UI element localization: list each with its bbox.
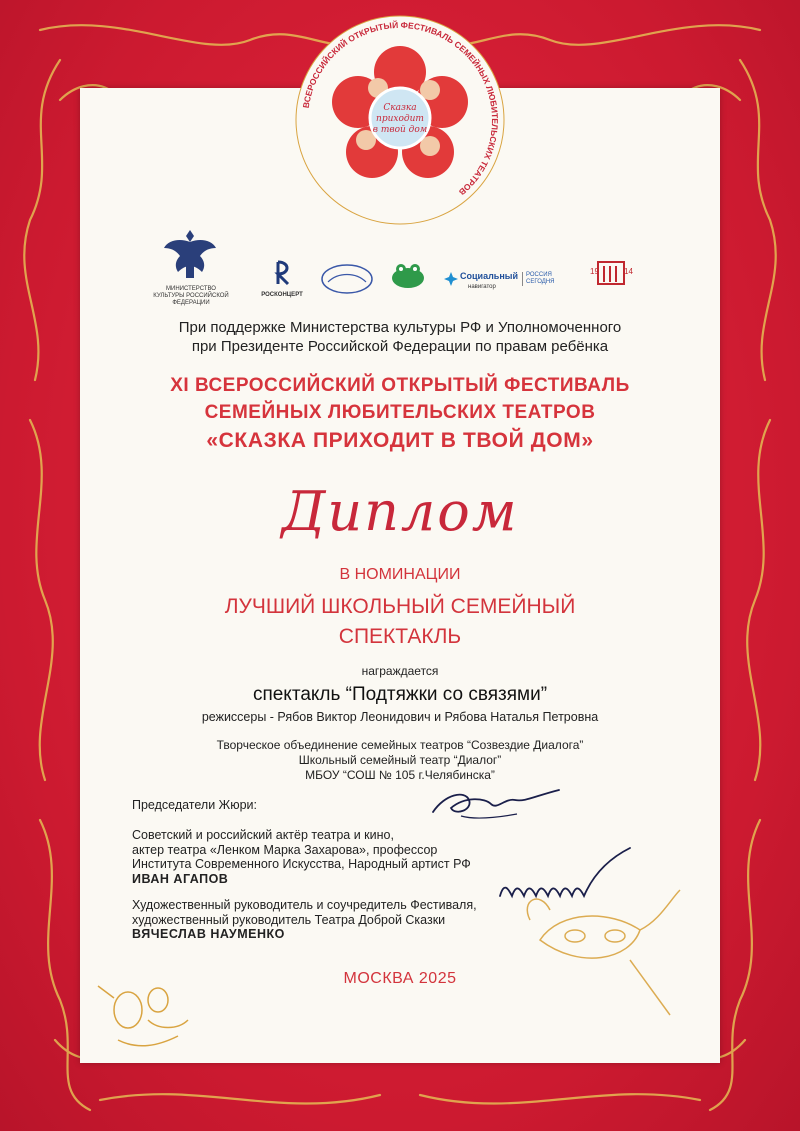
nomination-intro: В НОМИНАЦИИ xyxy=(339,566,461,583)
festival-title xyxy=(100,372,700,456)
nomination-line-2: СПЕКТАКЛЬ xyxy=(338,625,462,648)
svg-text:приходит: приходит xyxy=(376,114,424,124)
jury-member-1 xyxy=(132,828,532,886)
member-2-line-2: художественный руководитель Театра Доброй Сказки xyxy=(132,912,446,927)
nomination-line-1: ЛУЧШИЙ ШКОЛЬНЫЙ СЕМЕЙНЫЙ xyxy=(224,595,576,618)
support-text xyxy=(130,318,670,356)
support-line-2: при Президенте Российской Федерации по правам ребёнка xyxy=(191,338,609,355)
social-navigator-icon xyxy=(444,272,458,286)
rosconcert-logo xyxy=(268,258,298,288)
jury-member-2 xyxy=(132,898,552,942)
svg-text:Сказка: Сказка xyxy=(383,103,417,113)
play-title: спектакль “Подтяжки со связями” xyxy=(252,684,548,705)
sponsor-logos xyxy=(150,222,650,312)
member-2-name: ВЯЧЕСЛАВ НАУМЕНКО xyxy=(132,927,285,941)
nomination-title xyxy=(140,592,660,652)
member-1-line-2: актер театра «Ленком Марка Захарова», профессор xyxy=(132,842,438,857)
org-line-3: МБОУ “СОШ № 105 г.Челябинска” xyxy=(305,768,495,782)
awarded-label: награждается xyxy=(361,664,439,678)
jury-heading: Председатели Жюри: xyxy=(132,798,257,812)
eagle-icon xyxy=(160,222,220,284)
svg-text:в твой дом: в твой дом xyxy=(372,125,428,135)
member-1-name: ИВАН АГАПОВ xyxy=(132,871,229,886)
mask-ornament-icon xyxy=(520,880,690,1020)
social-label: Социальный xyxy=(460,271,518,281)
signature-1 xyxy=(425,776,565,836)
organization-block xyxy=(150,738,650,783)
org-line-2: Школьный семейный театр “Диалог” xyxy=(298,753,502,767)
frog-logo xyxy=(388,258,428,294)
festival-emblem xyxy=(290,10,510,230)
member-1-line-3: Института Современного Искусства, Народный артист РФ xyxy=(132,857,471,871)
city-year: МОСКВА 2025 xyxy=(343,970,457,987)
rosconcert-logo-label: РОСКОНЦЕРТ xyxy=(261,292,303,298)
theatre-institute-logo xyxy=(588,260,634,290)
ministry-logo-label: МИНИСТЕРСТВО КУЛЬТУРЫ РОССИЙСКОЙ ФЕДЕРАЦИИ xyxy=(153,286,229,306)
directors-line: режиссеры - Рябов Виктор Леонидович и Рябова Наталья Петровна xyxy=(201,710,599,724)
foundation-logo xyxy=(320,262,374,296)
svg-text:19: 19 xyxy=(590,267,599,276)
diploma-title: Диплом xyxy=(281,480,519,543)
festival-line-2: СЕМЕЙНЫХ ЛЮБИТЕЛЬСКИХ ТЕАТРОВ xyxy=(204,402,596,423)
tea-set-ornament-icon xyxy=(88,950,198,1060)
russia-today-label: РОССИЯ СЕГОДНЯ xyxy=(522,272,556,286)
navigator-label: навигатор xyxy=(468,284,496,290)
org-line-1: Творческое объединение семейных театров “Созвездие Диалога” xyxy=(216,738,584,752)
member-2-line-1: Художественный руководитель и соучредитель Фестиваля, xyxy=(132,898,477,912)
festival-line-3: «СКАЗКА ПРИХОДИТ В ТВОЙ ДОМ» xyxy=(206,429,594,452)
support-line-1: При поддержке Министерства культуры РФ и Уполномоченного xyxy=(178,319,622,336)
svg-text:14: 14 xyxy=(624,267,633,276)
member-1-line-1: Советский и российский актёр театра и кино, xyxy=(132,828,394,842)
emblem-ring-text: ВСЕРОССИЙСКИЙ ОТКРЫТЫЙ ФЕСТИВАЛЬ СЕМЕЙНЫХ ЛЮБИТЕЛЬСКИХ ТЕАТРОВ xyxy=(300,19,501,198)
festival-line-1: XI ВСЕРОССИЙСКИЙ ОТКРЫТЫЙ ФЕСТИВАЛЬ xyxy=(170,375,630,396)
